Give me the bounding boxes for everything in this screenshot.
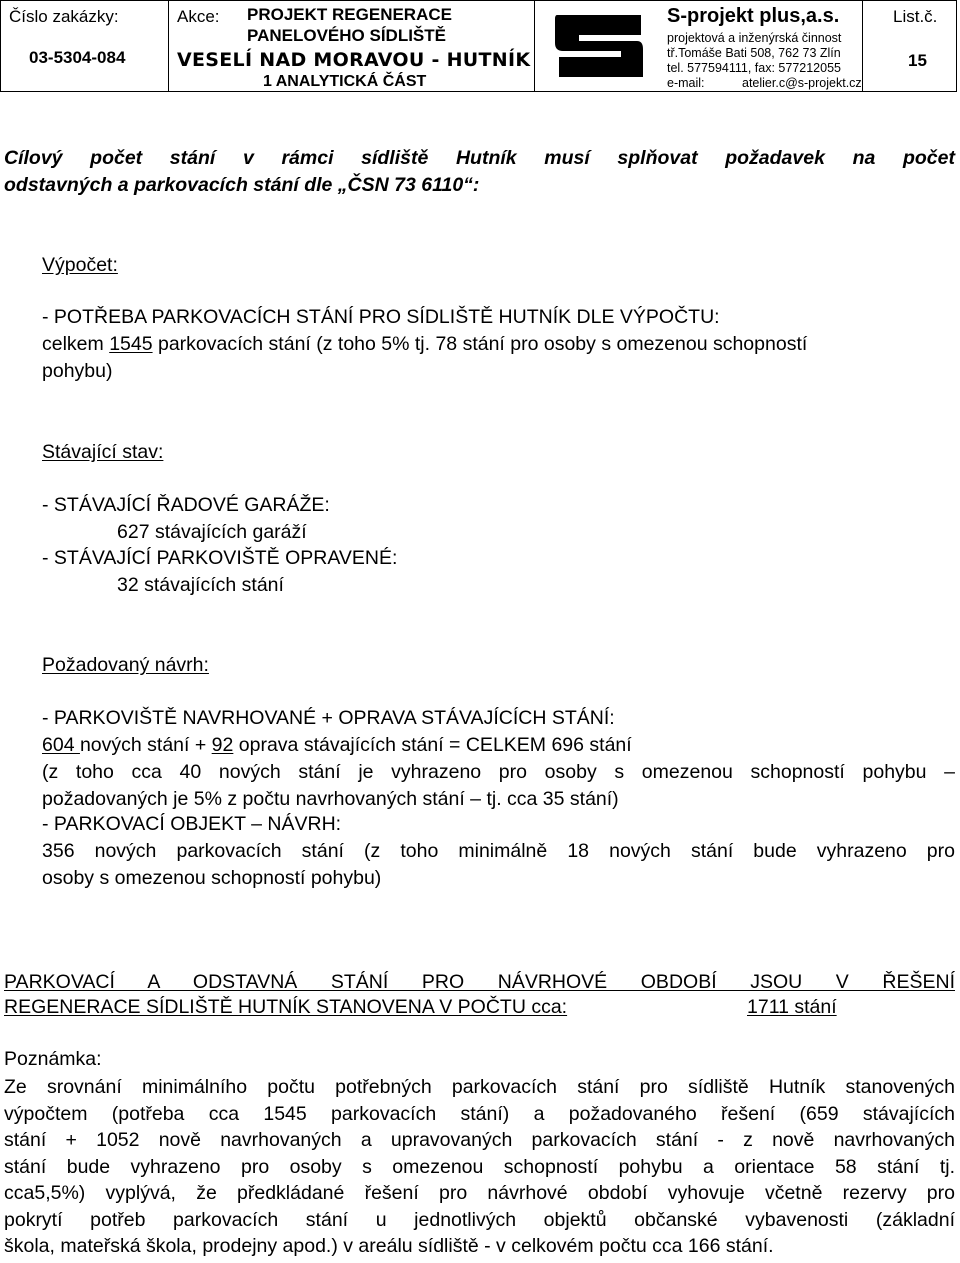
calculation-total-cont: pohybu)	[42, 360, 113, 382]
intro-line: Cílový počet stání v rámci sídliště Hutník musí splňovat požadavek na počet	[4, 147, 955, 169]
calculation-heading: Výpočet:	[42, 254, 118, 276]
company-email: atelier.c@s-projekt.cz	[742, 76, 862, 90]
proposal-note-line: požadovaných je 5% z počtu navrhovaných stání – tj. cca 35 stání)	[42, 787, 619, 810]
project-title-line4: 1 ANALYTICKÁ ČÁST	[263, 73, 427, 90]
order-label: Číslo zakázky:	[9, 7, 119, 26]
existing-item-parking-value: 32 stávajících stání	[117, 574, 284, 596]
proposal-new-value: 604	[42, 734, 80, 756]
calculation-item: - POTŘEBA PARKOVACÍCH STÁNÍ PRO SÍDLIŠTĚ HUTNÍK DLE VÝPOČTU:	[42, 306, 720, 328]
calculation-total-suffix: parkovacích stání (z toho 5% tj. 78 stání pro osoby s omezenou schopností	[152, 333, 808, 355]
company-email-label: e-mail:	[667, 76, 705, 90]
company-logo-icon	[549, 5, 649, 87]
proposal-repair-value: 92	[211, 734, 234, 756]
order-number: 03-5304-084	[29, 48, 126, 67]
project-title-line2: PANELOVÉHO SÍDLIŠTĚ	[247, 26, 446, 45]
note-line: pokrytí potřeb parkovacích stání u jednotlivých objektů občanské vybavenosti (základní	[4, 1208, 955, 1231]
proposal-garage-line: osoby s omezenou schopností pohybu)	[42, 866, 382, 889]
proposal-parking-values	[42, 734, 632, 757]
order-cell	[1, 1, 169, 91]
proposal-new-label: nových stání +	[79, 734, 212, 756]
company-cell	[535, 1, 863, 91]
action-label: Akce:	[177, 7, 220, 26]
note-line: stání + 1052 nově navrhovaných a upravovaných parkovacích stání - z nově navrhovaných	[4, 1129, 955, 1151]
note-line: Ze srovnání minimálního počtu potřebných parkovacích stání pro sídliště Hutník stanovených	[4, 1076, 955, 1098]
title-block	[0, 0, 957, 92]
existing-heading: Stávající stav:	[42, 441, 164, 463]
proposal-item-parking: - PARKOVIŠTĚ NAVRHOVANÉ + OPRAVA STÁVAJÍCÍCH STÁNÍ:	[42, 707, 615, 729]
sheet-cell	[863, 1, 958, 91]
existing-item-garages: - STÁVAJÍCÍ ŘADOVÉ GARÁŽE:	[42, 494, 330, 516]
summary-block	[4, 969, 955, 996]
intro-line: odstavných a parkovacích stání dle „ČSN 73 6110“:	[4, 173, 480, 196]
proposal-garage-line: 356 nových parkovacích stání (z toho minimálně 18 nových stání bude vyhrazeno pro	[42, 840, 955, 862]
calculation-total-value: 1545	[109, 333, 153, 355]
summary-value: 1711 stání	[747, 996, 837, 1018]
company-name: S-projekt plus,a.s.	[667, 5, 840, 27]
note-paragraph	[4, 1074, 955, 1260]
proposal-note-line: (z toho cca 40 nových stání je vyhrazeno pro osoby s omezenou schopností pohybu –	[42, 761, 955, 783]
note-heading: Poznámka:	[4, 1048, 102, 1070]
company-activity: projektová a inženýrská činnost	[667, 31, 842, 45]
company-address: tř.Tomáše Bati 508, 762 73 Zlín	[667, 46, 841, 60]
existing-item-garages-value: 627 stávajících garáží	[117, 521, 307, 543]
summary-line2: REGENERACE SÍDLIŠTĚ HUTNÍK STANOVENA V POČTU cca:	[4, 996, 568, 1018]
proposal-heading: Požadovaný návrh:	[42, 654, 209, 676]
company-phone: tel. 577594111, fax: 577212055	[667, 61, 841, 75]
note-line: stání bude vyhrazeno pro osoby s omezenou schopností pohybu a orientace 58 stání tj.	[4, 1155, 955, 1178]
intro-paragraph	[4, 145, 955, 198]
proposal-garage-desc	[42, 838, 955, 891]
sheet-number: 15	[908, 51, 927, 70]
project-title-line1: PROJEKT REGENERACE	[247, 5, 452, 24]
existing-item-parking: - STÁVAJÍCÍ PARKOVIŠTĚ OPRAVENÉ:	[42, 547, 398, 569]
sheet-label: List.č.	[893, 7, 938, 26]
proposal-note	[42, 759, 955, 812]
note-line: škola, mateřská škola, prodejny apod.) v areálu sídliště - v celkovém počtu cca 166 stání.	[4, 1235, 774, 1257]
calculation-total-prefix: celkem	[42, 333, 110, 355]
proposal-repair-label: oprava stávajících stání = CELKEM 696 stání	[233, 734, 632, 756]
summary-line: PARKOVACÍ A ODSTAVNÁ STÁNÍ PRO NÁVRHOVÉ OBDOBÍ JSOU V ŘEŠENÍ	[4, 971, 955, 993]
proposal-item-garage: - PARKOVACÍ OBJEKT – NÁVRH:	[42, 813, 342, 835]
note-line: výpočtem (potřeba cca 1545 parkovacích stání) a požadovaného řešení (659 stávajících	[4, 1102, 955, 1125]
calculation-total	[42, 333, 807, 356]
project-title-line3: VESELÍ NAD MORAVOU - HUTNÍK	[177, 49, 531, 71]
note-line: cca5,5%) vyplývá, že předkládané řešení pro návrhové období vyhovuje včetně rezervy pro	[4, 1182, 955, 1204]
project-cell	[169, 1, 535, 91]
